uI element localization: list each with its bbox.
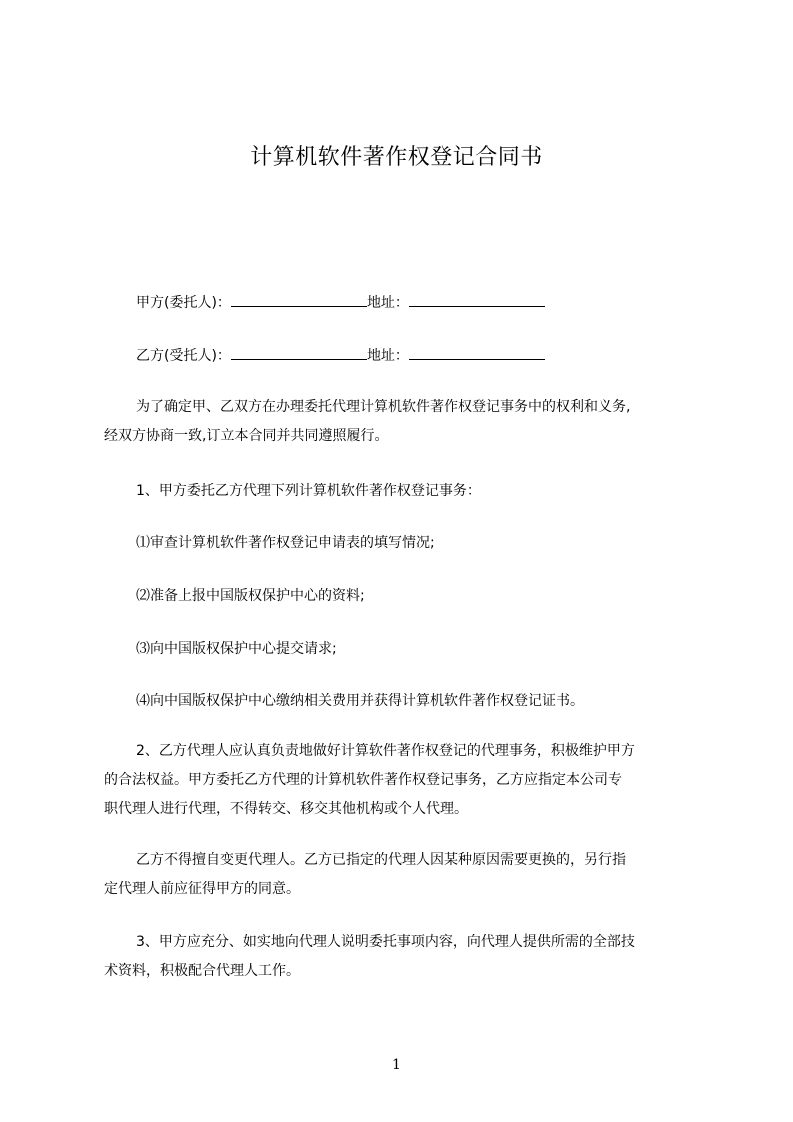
party-b-address-label: 地址：: [366, 348, 409, 364]
clause-1-item-4: ⑷向中国版权保护中心缴纳相关费用并获得计算机软件著作权登记证书。: [136, 693, 584, 709]
clause-1-item-1: ⑴审查计算机软件著作权登记申请表的填写情况;: [136, 535, 435, 551]
clause-2b-line-2: 定代理人前应征得甲方的同意。: [104, 881, 300, 897]
document-title: 计算机软件著作权登记合同书: [250, 145, 543, 170]
intro-line-1: 为了确定甲、乙双方在办理委托代理计算机软件著作权登记事务中的权利和义务,: [136, 399, 631, 415]
clause-2-line-2: 的合法权益。甲方委托乙方代理的计算机软件著作权登记事务，乙方应指定本公司专: [104, 772, 622, 788]
clause-3-line-2: 术资料，积极配合代理人工作。: [104, 963, 300, 979]
party-a-address-label: 地址：: [366, 295, 409, 311]
clause-1-heading: 1、甲方委托乙方代理下列计算机软件著作权登记事务：: [136, 483, 481, 499]
party-b-line: [136, 345, 545, 365]
clause-2b-line-1: 乙方不得擅自变更代理人。乙方已指定的代理人因某种原因需要更换的，另行指: [136, 852, 626, 868]
party-b-label: 乙方(受托人)：: [136, 348, 231, 364]
party-a-address-blank[interactable]: [409, 292, 545, 307]
clause-2-line-3: 职代理人进行代理，不得转交、移交其他机构或个人代理。: [104, 801, 468, 817]
clause-2-line-1: 2、乙方代理人应认真负责地做好计算软件著作权登记的代理事务，积极维护甲方: [136, 743, 635, 759]
clause-3-paragraph: [104, 928, 716, 986]
clause-3-line-1: 3、甲方应充分、如实地向代理人说明委托事项内容，向代理人提供所需的全部技: [136, 934, 635, 950]
clause-1-item-3: ⑶向中国版权保护中心提交请求;: [136, 641, 337, 657]
intro-line-2: 经双方协商一致,订立本合同并共同遵照履行。: [104, 428, 389, 444]
party-b-address-blank[interactable]: [409, 345, 545, 360]
party-a-name-blank[interactable]: [231, 292, 367, 307]
party-a-label: 甲方(委托人)：: [136, 295, 231, 311]
intro-paragraph: [104, 393, 716, 451]
clause-2b-paragraph: [104, 846, 716, 904]
party-b-name-blank[interactable]: [231, 345, 367, 360]
party-a-line: [136, 292, 545, 312]
clause-2-paragraph: [104, 737, 716, 824]
clause-1-item-2: ⑵准备上报中国版权保护中心的资料;: [136, 588, 365, 604]
page-number: 1: [392, 1057, 401, 1073]
